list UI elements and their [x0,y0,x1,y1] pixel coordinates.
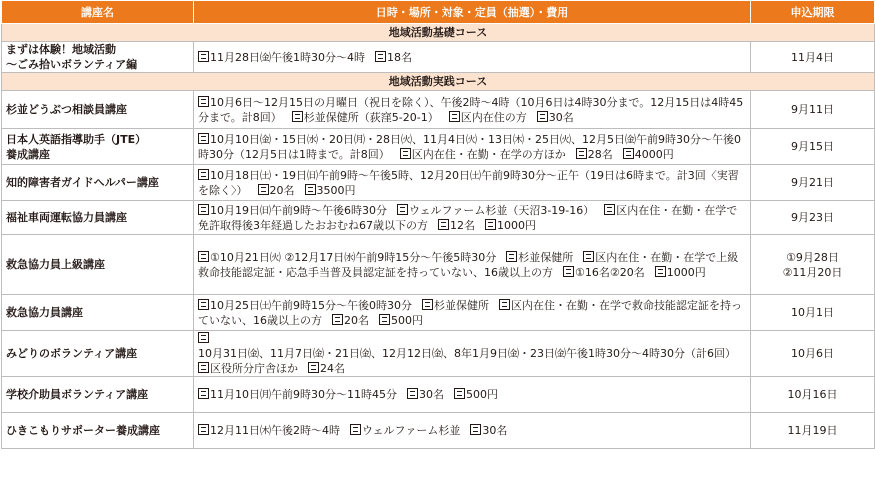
label-icon [397,204,408,215]
table-row [2,91,875,129]
detail-item [332,314,369,327]
label-icon [454,388,465,399]
deadline-line: 9月15日 [791,140,834,153]
detail-text: 10月10日㈮・15日㈬・20日㈪・28日㈫、11月4日㈫・13日㈭・25日㈫、12月5日㈮午前9時30分～午後0時30分（12月5日は1時まで。計8回） [198,132,741,161]
section-row [2,73,875,91]
deadline-line: ①9月28日 [786,250,839,264]
detail-item [375,51,412,64]
detail-text: 杉並保健所 [518,250,574,264]
course-name [2,42,194,73]
detail-text: 30名 [482,424,508,437]
label-icon [198,332,209,343]
label-icon [499,299,510,310]
deadline-line: 10月6日 [791,347,834,360]
label-icon [258,184,269,195]
deadline-line: ②11月20日 [782,265,843,279]
table-row [2,413,875,449]
application-deadline [751,165,875,201]
detail-text: ウェルファーム杉並（天沼3-19-16） [409,203,595,217]
label-icon [583,251,594,262]
label-icon [576,148,587,159]
label-icon [305,184,316,195]
course-name [2,331,194,377]
section-title: 地域活動基礎コース [2,24,875,42]
course-name-line: 福祉車両運転協力員講座 [6,211,127,224]
course-name [2,413,194,449]
detail-text: 1000円 [497,218,536,232]
label-icon [438,219,449,230]
course-name-line: 救急協力員上級講座 [6,258,105,271]
detail-item [623,148,674,161]
course-details [194,201,751,235]
detail-item [308,362,345,375]
table-body [2,24,875,449]
course-name-line: ～ごみ拾いボランティア編 [6,58,138,71]
label-icon [198,362,209,373]
course-details [194,413,751,449]
table-row [2,235,875,295]
table-header-row [2,1,875,24]
label-icon [485,219,496,230]
detail-text: 11月10日㈪午前9時30分～11時45分 [210,388,397,401]
deadline-line: 10月16日 [787,388,838,401]
label-icon [198,388,209,399]
course-name [2,165,194,201]
course-name-line: 杉並どうぶつ相談員講座 [6,103,127,116]
label-icon [198,51,209,62]
course-name [2,91,194,129]
label-icon [198,251,209,262]
application-deadline [751,235,875,295]
course-name [2,201,194,235]
detail-item [454,388,498,401]
label-icon [308,362,319,373]
detail-text: 区内在住・在勤・在学で免許取得後3年経過したおおむね67歳以下の方 [198,203,738,232]
detail-item [400,148,566,161]
detail-item [506,251,573,264]
detail-item [258,184,295,197]
detail-text: 24名 [320,362,345,375]
application-deadline [751,91,875,129]
course-details [194,377,751,413]
label-icon [292,111,303,122]
label-icon [198,96,209,107]
detail-text: ①10月21日㈫ ②12月17日㈬午前9時15分～午後5時30分 [210,250,497,264]
label-icon [375,51,386,62]
label-icon [604,204,615,215]
deadline-line: 9月11日 [791,103,834,116]
label-icon [198,204,209,215]
course-details [194,91,751,129]
header-details: 日時・場所・対象・定員（抽選）・費用 [194,1,751,24]
course-name-line: ひきこもりサポーター養成講座 [6,424,160,437]
detail-text: 20名 [269,183,295,197]
detail-text: 杉並保健所 [434,298,489,312]
table-row [2,331,875,377]
course-name [2,377,194,413]
application-deadline [751,129,875,165]
detail-item [407,388,444,401]
detail-text: 区内在住の方 [460,110,527,124]
detail-item [198,204,387,217]
deadline-line: 11月4日 [791,50,834,64]
detail-item [537,111,574,124]
detail-item [198,332,736,360]
course-name-line: 救急協力員講座 [6,306,83,319]
detail-item [198,299,412,312]
detail-text: 区内在住・在勤・在学の方ほか [411,147,566,161]
detail-item [198,362,298,375]
label-icon [449,111,460,122]
table-row [2,42,875,73]
detail-text: 18名 [387,50,412,64]
detail-item [470,424,507,437]
deadline-line: 10月1日 [791,306,834,319]
deadline-line: 11月19日 [787,424,838,437]
course-table [1,0,875,449]
course-details [194,235,751,295]
table-row [2,295,875,331]
detail-text: 10月31日㈮、11月7日㈮・21日㈮、12月12日㈮、8年1月9日㈮・23日㈮午後1時30分～4時30分（計6回） [198,347,736,360]
course-details [194,42,751,73]
detail-item [576,148,613,161]
detail-text: 10月6日～12月15日の月曜日（祝日を除く）、午後2時～4時（10月6日は4時30分まで。12月15日は4時45分まで。計8回） [198,95,744,124]
detail-item [379,314,423,327]
course-name-line: 知的障害者ガイドヘルパー講座 [6,176,159,189]
course-name-line: 養成講座 [6,147,50,161]
course-details [194,331,751,377]
detail-text: 28名 [587,147,613,161]
detail-text: 10月18日㈯・19日㈰午前9時～午後5時、12月20日㈯午前9時30分～正午（19日は6時まで。計3回〈実習を除く〉） [198,168,739,197]
table-row [2,129,875,165]
label-icon [470,424,481,435]
detail-text: 10月25日㈯午前9時15分～午後0時30分 [210,298,412,312]
application-deadline [751,377,875,413]
application-deadline [751,331,875,377]
label-icon [422,299,433,310]
application-deadline [751,413,875,449]
section-row [2,24,875,42]
table-row [2,165,875,201]
detail-text: 20名 [344,313,369,327]
detail-text: 30名 [548,110,574,124]
detail-item [305,184,356,197]
label-icon [198,169,209,180]
label-icon [198,299,209,310]
detail-item [198,388,397,401]
detail-item [655,266,706,279]
table-row [2,377,875,413]
course-name-line: みどりのボランティア講座 [6,347,138,360]
course-details [194,129,751,165]
detail-text: 500円 [465,388,498,401]
application-deadline [751,295,875,331]
course-name-line: まずは体験！地域活動 [6,43,116,56]
label-icon [623,148,634,159]
detail-text: 10月19日㈰午前9時～午後6時30分 [210,203,387,217]
detail-text: 11月28日㈮午後1時30分～4時 [210,50,365,64]
label-icon [379,314,390,325]
detail-item [198,251,496,264]
label-icon [332,314,343,325]
deadline-line: 9月21日 [791,176,834,189]
course-name [2,295,194,331]
deadline-line: 9月23日 [791,211,834,224]
section-title: 地域活動実践コース [2,73,875,91]
detail-text: ウェルファーム杉並 [362,424,461,437]
header-deadline: 申込期限 [751,1,875,24]
label-icon [198,424,209,435]
detail-item [422,299,489,312]
label-icon [506,251,517,262]
label-icon [350,424,361,435]
detail-item [563,266,645,279]
detail-text: 30名 [418,388,444,401]
label-icon [400,148,411,159]
detail-text: 4000円 [634,147,674,161]
label-icon [407,388,418,399]
detail-text: 区役所分庁舎ほか [210,362,298,375]
detail-item [198,424,340,437]
course-details [194,165,751,201]
detail-text: 12名 [450,218,475,232]
application-deadline [751,42,875,73]
course-details [194,295,751,331]
label-icon [655,266,666,277]
detail-item [292,111,439,124]
detail-text: 3500円 [316,183,356,197]
application-deadline [751,201,875,235]
detail-item [350,424,460,437]
detail-text: 12月11日㈭午後2時～4時 [210,424,340,437]
header-course-name: 講座名 [2,1,194,24]
table-row [2,201,875,235]
course-name-line: 学校介助員ボランティア講座 [6,388,149,401]
label-icon [198,133,209,144]
detail-item [397,204,594,217]
detail-text: 1000円 [666,265,706,279]
course-name [2,235,194,295]
label-icon [537,111,548,122]
label-icon [563,266,574,277]
course-name-line: 日本人英語指導助手（JTE） [6,132,147,146]
detail-text: 区内在住・在勤・在学で救命技能認定証を持っていない、16歳以上の方 [198,298,742,327]
detail-text: 区内在住・在勤・在学で上級救命技能認定証・応急手当普及員認定証を持っていない、16歳以上の方 [198,250,739,279]
detail-text: 杉並保健所（荻窪5-20-1） [303,110,439,124]
detail-item [198,51,365,64]
detail-item [438,219,475,232]
detail-text: ①16名②20名 [575,265,645,279]
course-name [2,129,194,165]
detail-item [449,111,527,124]
detail-item [485,219,536,232]
detail-text: 500円 [391,313,423,327]
